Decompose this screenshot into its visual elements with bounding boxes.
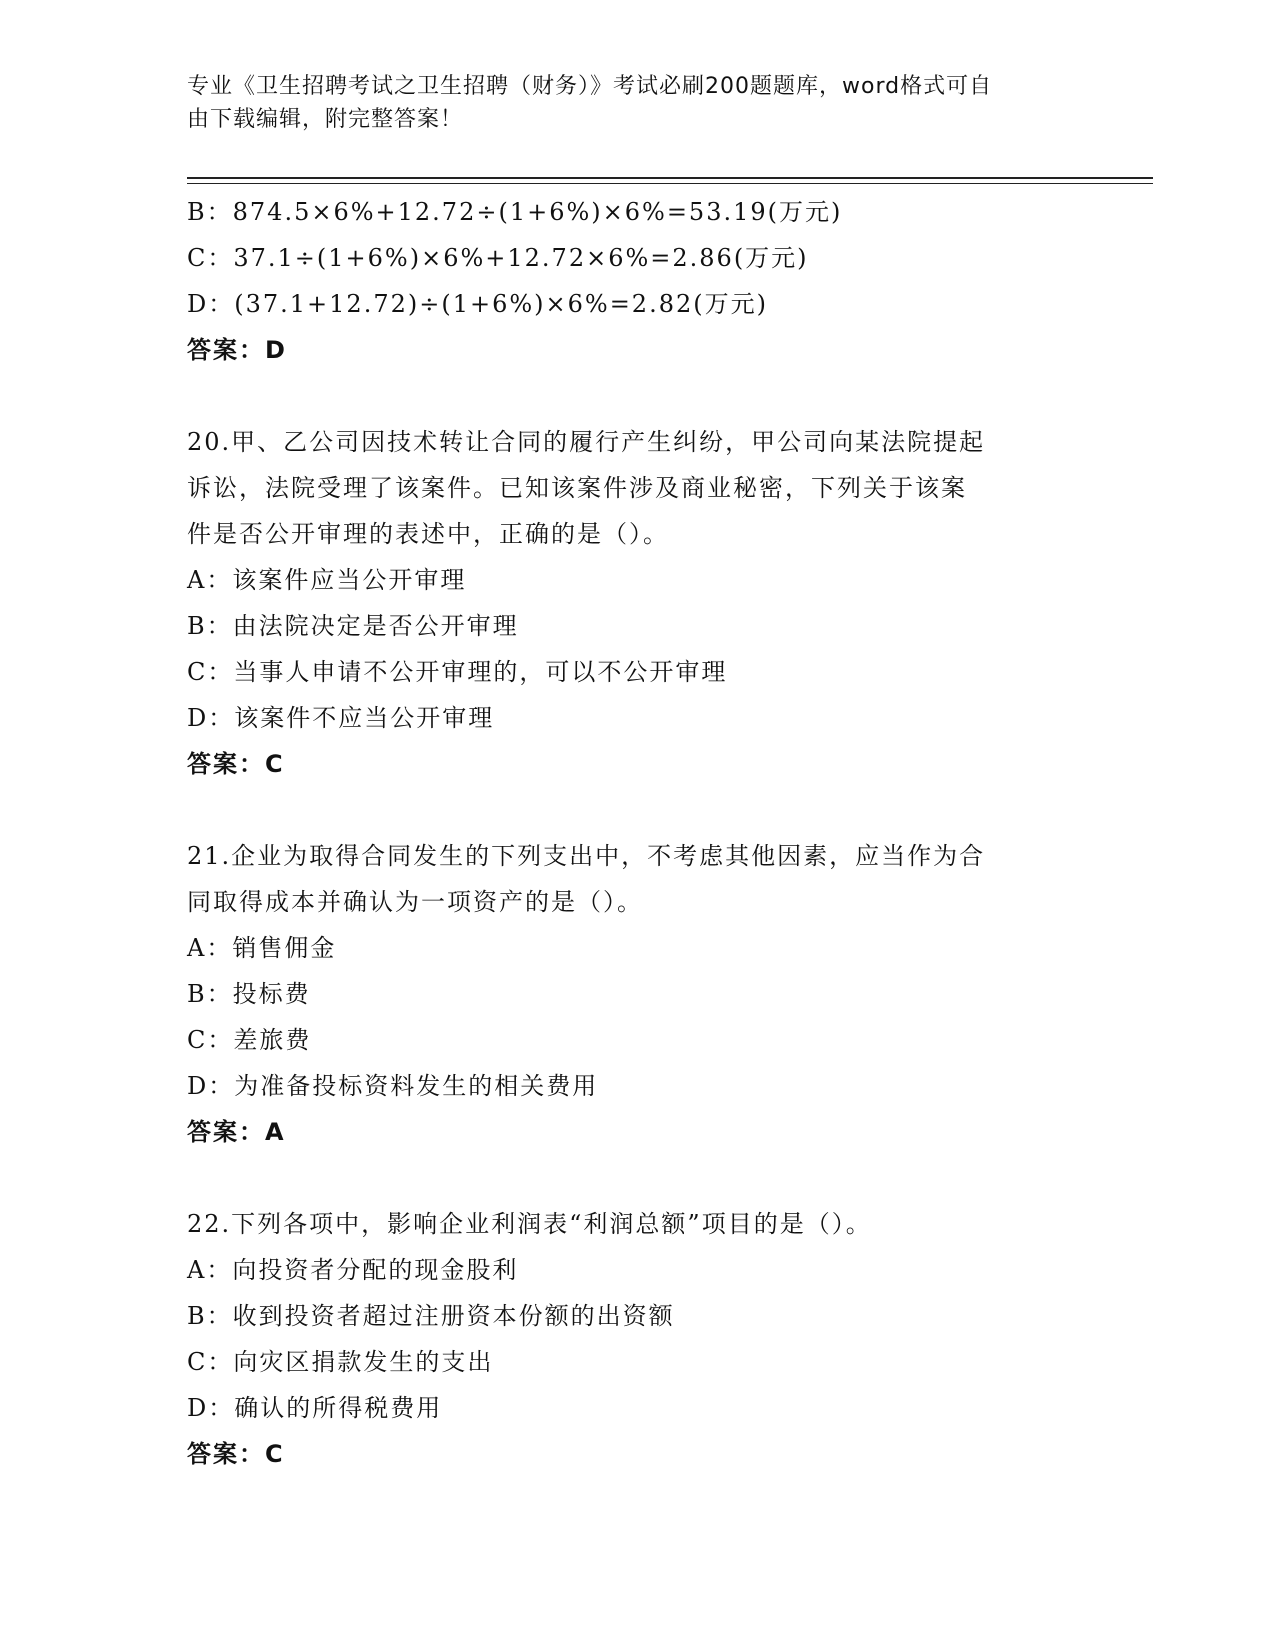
option-a: A：销售佣金 (187, 934, 337, 962)
header-line: 专业《卫生招聘考试之卫生招聘（财务）》考试必刷200题题库，word格式可自 (187, 74, 993, 99)
option-b: B：投标费 (187, 980, 311, 1008)
answer: 答案：C (187, 1440, 285, 1468)
question-19-tail (187, 189, 1087, 373)
option-a: A：该案件应当公开审理 (187, 566, 467, 594)
header-divider-thick (187, 177, 1153, 179)
question-text: 22.下列各项中，影响企业利润表“利润总额”项目的是（）。 (187, 1210, 872, 1238)
answer: 答案：A (187, 1118, 286, 1146)
option-c: C：差旅费 (187, 1026, 312, 1054)
document-header (187, 70, 1067, 136)
option-b: B：收到投资者超过注册资本份额的出资额 (187, 1302, 675, 1330)
option-b: B：874.5×6%+12.72÷(1+6%)×6%=53.19(万元) (187, 198, 843, 226)
question-text: 20.甲、乙公司因技术转让合同的履行产生纠纷，甲公司向某法院提起 (187, 428, 986, 456)
question-text: 21.企业为取得合同发生的下列支出中，不考虑其他因素，应当作为合 (187, 842, 986, 870)
answer: 答案：D (187, 336, 287, 364)
option-d: D：(37.1+12.72)÷(1+6%)×6%=2.82(万元) (187, 290, 768, 318)
option-d: D：该案件不应当公开审理 (187, 704, 495, 732)
question-list (187, 189, 1087, 1477)
option-d: D：为准备投标资料发生的相关费用 (187, 1072, 599, 1100)
option-d: D：确认的所得税费用 (187, 1394, 443, 1422)
header-divider-thin (187, 183, 1153, 184)
question-21 (187, 833, 1087, 1155)
option-c: C：向灾区捐款发生的支出 (187, 1348, 494, 1376)
header-line: 由下载编辑，附完整答案！ (187, 107, 464, 132)
option-c: C：当事人申请不公开审理的，可以不公开审理 (187, 658, 728, 686)
question-text: 件是否公开审理的表述中，正确的是（）。 (187, 520, 669, 548)
question-20 (187, 419, 1087, 787)
question-22 (187, 1201, 1087, 1477)
answer: 答案：C (187, 750, 285, 778)
spacer (187, 373, 1087, 419)
spacer (187, 787, 1087, 833)
question-text: 诉讼，法院受理了该案件。已知该案件涉及商业秘密，下列关于该案 (187, 474, 967, 502)
question-text: 同取得成本并确认为一项资产的是（）。 (187, 888, 643, 916)
spacer (187, 1155, 1087, 1201)
option-b: B：由法院决定是否公开审理 (187, 612, 519, 640)
option-c: C：37.1÷(1+6%)×6%+12.72×6%=2.86(万元) (187, 244, 809, 272)
option-a: A：向投资者分配的现金股利 (187, 1256, 519, 1284)
